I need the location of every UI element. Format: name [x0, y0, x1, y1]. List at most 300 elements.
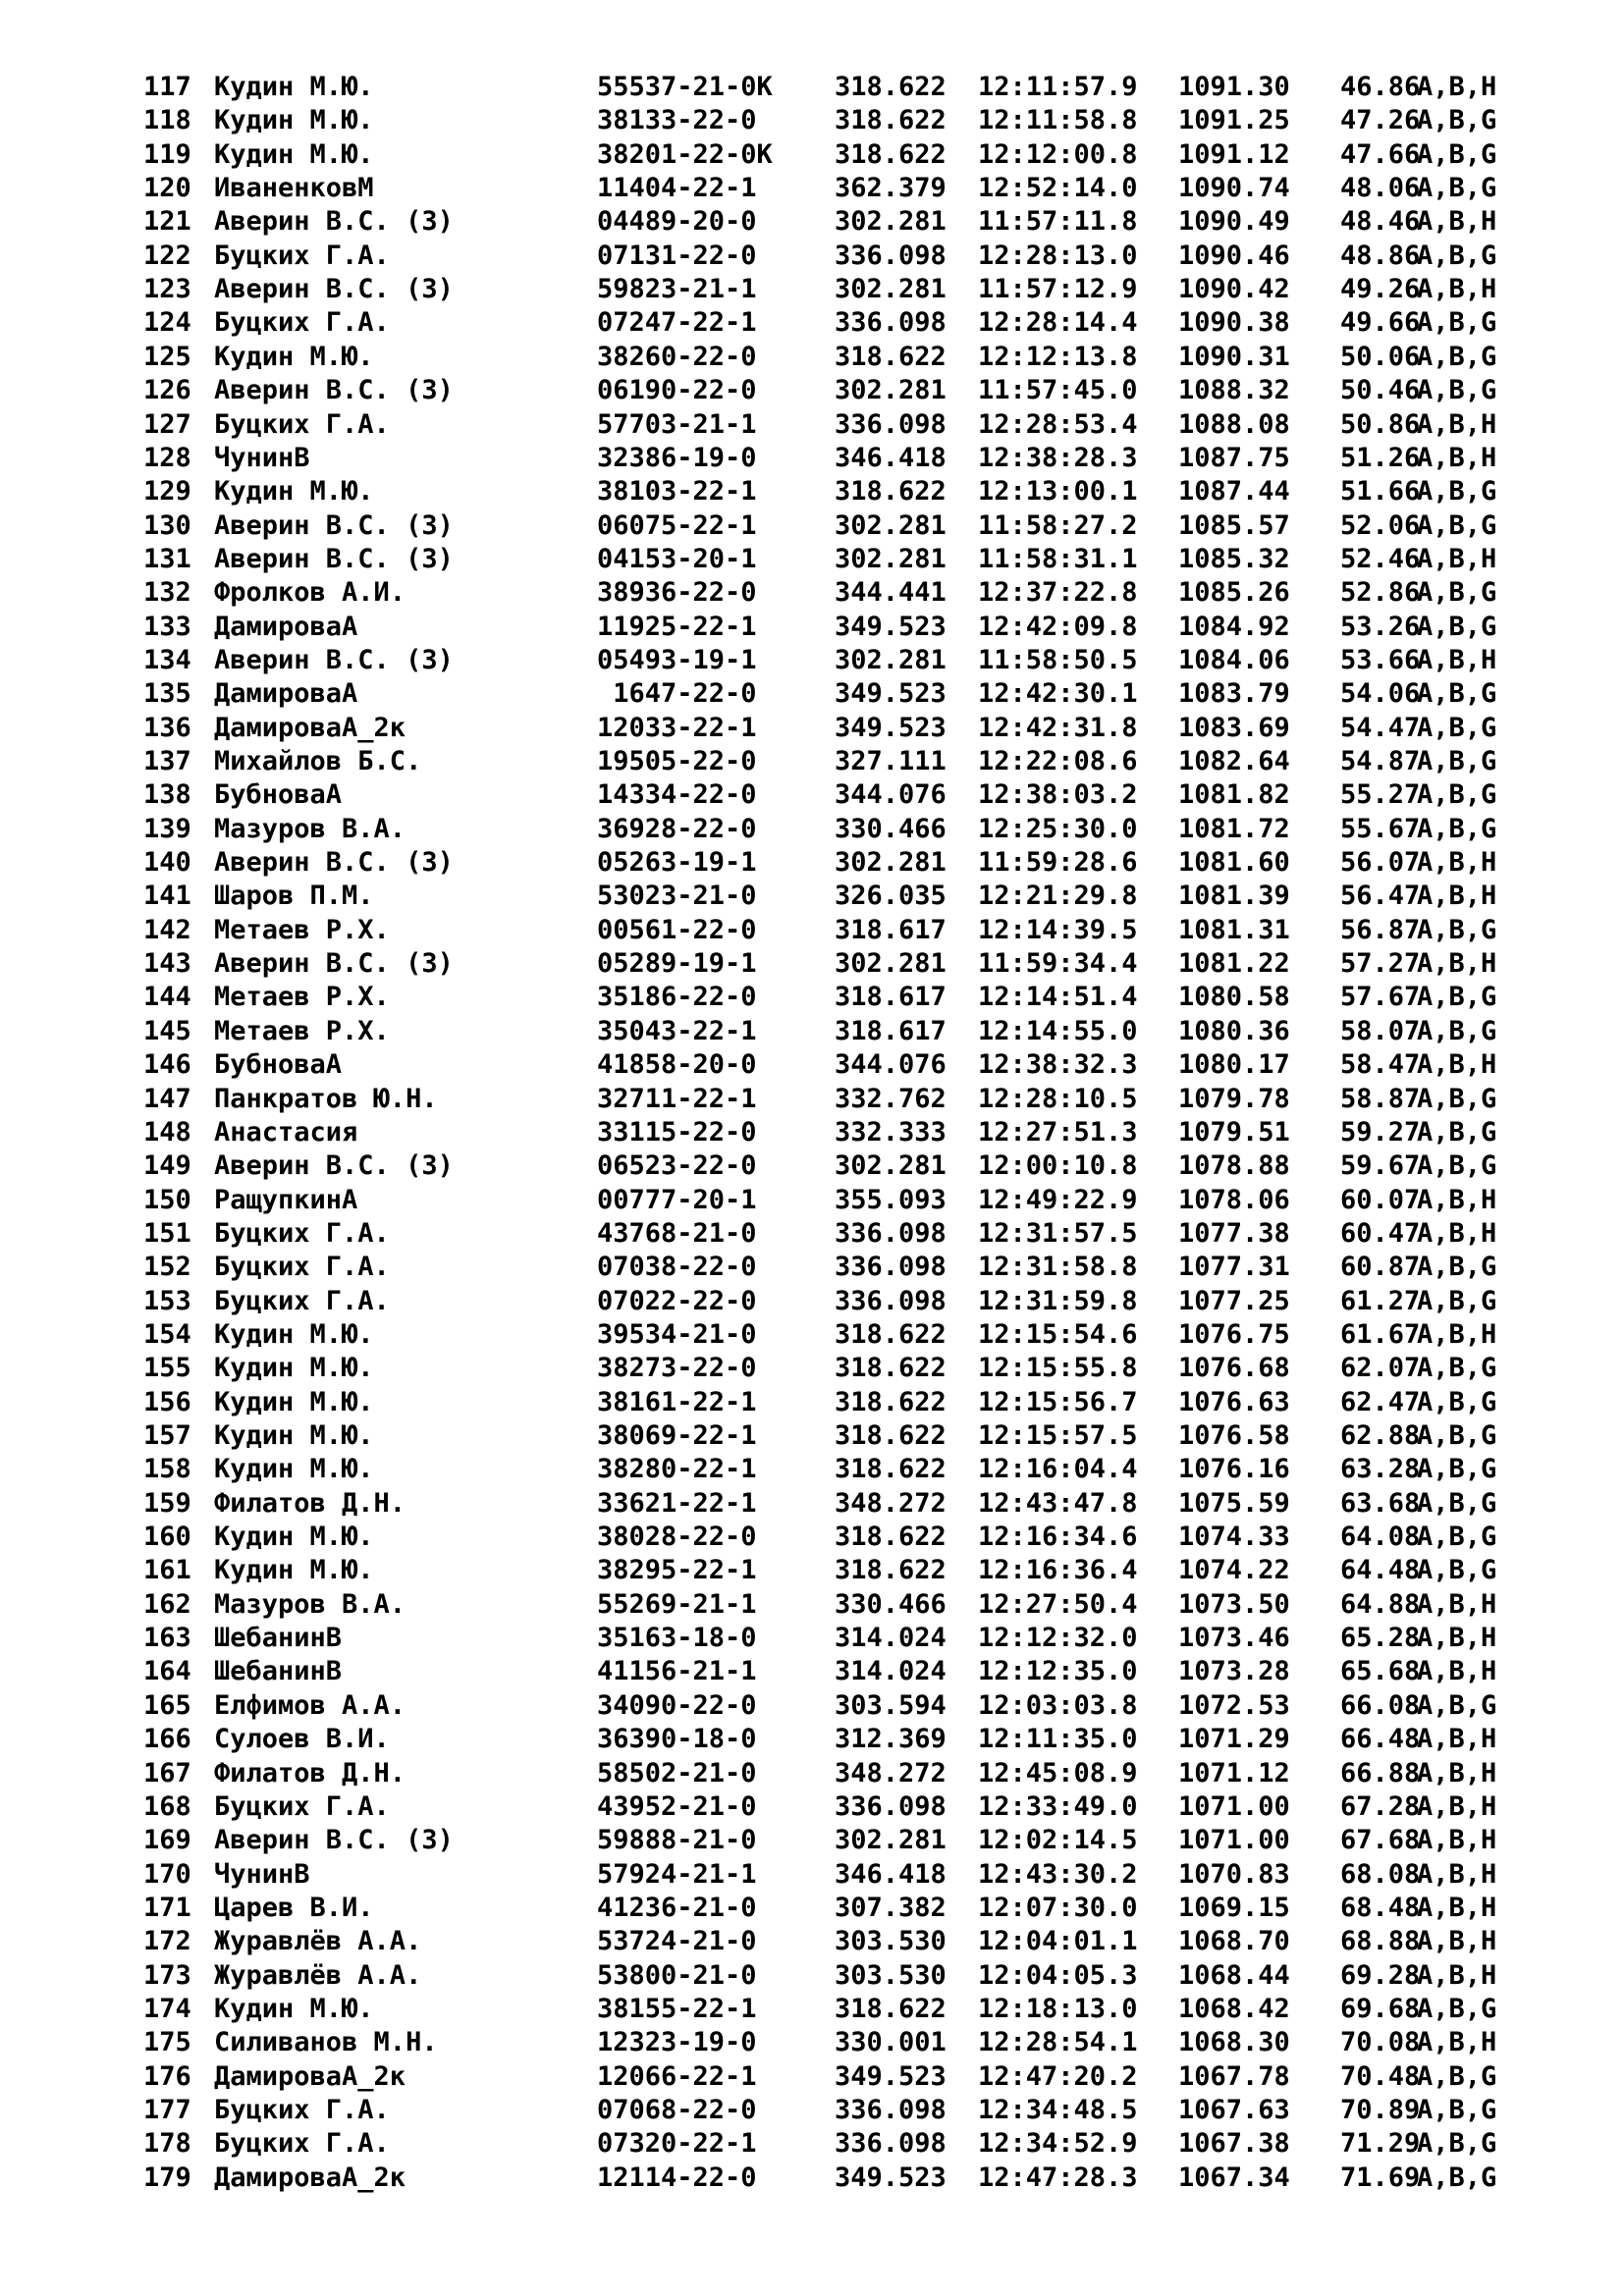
- groups: A,B,G: [1417, 1522, 1497, 1553]
- arrival-time: 12:47:28.3: [978, 2162, 1138, 2193]
- groups: A,B,H: [1417, 1926, 1497, 1957]
- table-row: [0, 1588, 1624, 1622]
- fancier-name: ДамироваА_2к: [214, 2060, 406, 2092]
- speed: 1073.50: [1178, 1588, 1290, 1620]
- speed: 1087.75: [1178, 442, 1290, 473]
- table-row: [0, 1790, 1624, 1824]
- place-number: 152: [143, 1252, 191, 1283]
- coefficient: 48.46: [1340, 206, 1421, 238]
- table-row: [0, 273, 1624, 306]
- distance: 318.622: [835, 1318, 947, 1350]
- table-row: [0, 2026, 1624, 2059]
- fancier-name: ШебанинВ: [214, 1656, 343, 1687]
- distance: 302.281: [835, 543, 947, 574]
- speed: 1078.88: [1178, 1150, 1290, 1182]
- table-row: [0, 2060, 1624, 2094]
- speed: 1073.28: [1178, 1656, 1290, 1687]
- fancier-name: Аверин В.С. (З): [214, 509, 454, 541]
- ring-number: 04489-20-0: [597, 206, 757, 238]
- speed: 1087.44: [1178, 476, 1290, 507]
- distance: 318.622: [835, 341, 947, 372]
- ring-number: 32386-19-0: [597, 442, 757, 473]
- groups: A,B,H: [1417, 2027, 1497, 2058]
- distance: 349.523: [835, 2060, 947, 2092]
- speed: 1071.00: [1178, 1790, 1290, 1822]
- groups: A,B,G: [1417, 1015, 1497, 1046]
- distance: 330.466: [835, 1588, 947, 1620]
- arrival-time: 12:25:30.0: [978, 813, 1138, 844]
- table-row: [0, 1184, 1624, 1217]
- arrival-time: 12:31:59.8: [978, 1285, 1138, 1316]
- place-number: 163: [143, 1623, 191, 1654]
- ring-number: 11404-22-1: [597, 173, 757, 204]
- distance: 362.379: [835, 173, 947, 204]
- ring-number: 41156-21-1: [597, 1656, 757, 1687]
- groups: A,B,H: [1417, 1892, 1497, 1923]
- speed: 1090.38: [1178, 307, 1290, 339]
- speed: 1081.72: [1178, 813, 1290, 844]
- place-number: 150: [143, 1184, 191, 1215]
- groups: A,B,G: [1417, 307, 1497, 339]
- speed: 1079.78: [1178, 1083, 1290, 1114]
- table-row: [0, 1622, 1624, 1655]
- speed: 1074.33: [1178, 1522, 1290, 1553]
- place-number: 158: [143, 1454, 191, 1485]
- groups: A,B,G: [1417, 1285, 1497, 1316]
- distance: 336.098: [835, 240, 947, 271]
- distance: 336.098: [835, 1790, 947, 1822]
- arrival-time: 12:34:48.5: [978, 2095, 1138, 2125]
- speed: 1067.34: [1178, 2162, 1290, 2193]
- place-number: 176: [143, 2060, 191, 2092]
- fancier-name: Кудин М.Ю.: [214, 476, 374, 507]
- fancier-name: Журавлёв А.А.: [214, 1959, 422, 1991]
- distance: 344.076: [835, 779, 947, 811]
- arrival-time: 12:14:39.5: [978, 914, 1138, 945]
- table-row: [0, 341, 1624, 374]
- fancier-name: Филатов Д.Н.: [214, 1487, 406, 1519]
- fancier-name: Шаров П.М.: [214, 881, 374, 912]
- table-row: [0, 576, 1624, 610]
- fancier-name: Силиванов М.Н.: [214, 2027, 438, 2058]
- speed: 1067.78: [1178, 2060, 1290, 2092]
- distance: 303.530: [835, 1959, 947, 1991]
- table-row: [0, 1723, 1624, 1756]
- arrival-time: 12:16:34.6: [978, 1522, 1138, 1553]
- fancier-name: БубноваА: [214, 779, 343, 811]
- groups: A,B,H: [1417, 1318, 1497, 1350]
- fancier-name: Аверин В.С. (З): [214, 948, 454, 980]
- fancier-name: Филатов Д.Н.: [214, 1757, 406, 1789]
- speed: 1077.31: [1178, 1252, 1290, 1283]
- arrival-time: 11:59:34.4: [978, 948, 1138, 980]
- coefficient: 67.68: [1340, 1825, 1421, 1856]
- table-row: [0, 981, 1624, 1014]
- table-row: [0, 1116, 1624, 1149]
- fancier-name: Кудин М.Ю.: [214, 72, 374, 102]
- coefficient: 62.47: [1340, 1386, 1421, 1417]
- arrival-time: 11:58:27.2: [978, 509, 1138, 541]
- coefficient: 65.68: [1340, 1656, 1421, 1687]
- table-row: [0, 543, 1624, 576]
- arrival-time: 12:38:03.2: [978, 779, 1138, 811]
- arrival-time: 12:22:08.6: [978, 746, 1138, 776]
- coefficient: 55.67: [1340, 813, 1421, 844]
- speed: 1076.68: [1178, 1353, 1290, 1384]
- fancier-name: Аверин В.С. (З): [214, 1150, 454, 1182]
- table-row: [0, 475, 1624, 508]
- table-row: [0, 880, 1624, 913]
- speed: 1081.82: [1178, 779, 1290, 811]
- ring-number: 38155-22-1: [597, 1993, 757, 2024]
- groups: A,B,G: [1417, 2060, 1497, 2092]
- ring-number: 36390-18-0: [597, 1724, 757, 1755]
- arrival-time: 12:15:56.7: [978, 1386, 1138, 1417]
- coefficient: 63.68: [1340, 1487, 1421, 1519]
- coefficient: 56.87: [1340, 914, 1421, 945]
- arrival-time: 12:02:14.5: [978, 1825, 1138, 1856]
- distance: 318.622: [835, 1420, 947, 1451]
- speed: 1088.08: [1178, 408, 1290, 440]
- groups: A,B,G: [1417, 746, 1497, 776]
- coefficient: 49.26: [1340, 274, 1421, 305]
- speed: 1082.64: [1178, 746, 1290, 776]
- coefficient: 58.87: [1340, 1083, 1421, 1114]
- fancier-name: Буцких Г.А.: [214, 2128, 390, 2160]
- fancier-name: Буцких Г.А.: [214, 240, 390, 271]
- fancier-name: ЧунинВ: [214, 1858, 310, 1890]
- groups: A,B,H: [1417, 442, 1497, 473]
- coefficient: 51.66: [1340, 476, 1421, 507]
- coefficient: 66.88: [1340, 1757, 1421, 1789]
- place-number: 144: [143, 982, 191, 1013]
- coefficient: 52.86: [1340, 577, 1421, 609]
- arrival-time: 11:57:45.0: [978, 375, 1138, 406]
- distance: 318.622: [835, 105, 947, 136]
- fancier-name: Аверин В.С. (З): [214, 1825, 454, 1856]
- ring-number: 41858-20-0: [597, 1049, 757, 1081]
- place-number: 148: [143, 1116, 191, 1148]
- coefficient: 66.48: [1340, 1724, 1421, 1755]
- distance: 348.272: [835, 1487, 947, 1519]
- ring-number: 57703-21-1: [597, 408, 757, 440]
- table-row: [0, 1251, 1624, 1284]
- table-row: [0, 1453, 1624, 1486]
- ring-number: 33115-22-0: [597, 1116, 757, 1148]
- distance: 302.281: [835, 206, 947, 238]
- place-number: 173: [143, 1959, 191, 1991]
- ring-number: 38260-22-0: [597, 341, 757, 372]
- arrival-time: 12:07:30.0: [978, 1892, 1138, 1923]
- coefficient: 52.06: [1340, 509, 1421, 541]
- arrival-time: 12:38:28.3: [978, 442, 1138, 473]
- groups: A,B,G: [1417, 1420, 1497, 1451]
- place-number: 177: [143, 2095, 191, 2125]
- speed: 1071.29: [1178, 1724, 1290, 1755]
- groups: A,B,H: [1417, 1588, 1497, 1620]
- distance: 307.382: [835, 1892, 947, 1923]
- place-number: 155: [143, 1353, 191, 1384]
- coefficient: 70.08: [1340, 2027, 1421, 2058]
- fancier-name: Метаев Р.Х.: [214, 914, 390, 945]
- distance: 302.281: [835, 948, 947, 980]
- coefficient: 69.68: [1340, 1993, 1421, 2024]
- place-number: 164: [143, 1656, 191, 1687]
- arrival-time: 12:12:35.0: [978, 1656, 1138, 1687]
- groups: A,B,G: [1417, 2162, 1497, 2193]
- speed: 1067.63: [1178, 2095, 1290, 2125]
- arrival-time: 12:28:53.4: [978, 408, 1138, 440]
- arrival-time: 12:49:22.9: [978, 1184, 1138, 1215]
- ring-number: 38201-22-0K: [597, 138, 773, 170]
- place-number: 127: [143, 408, 191, 440]
- arrival-time: 12:16:04.4: [978, 1454, 1138, 1485]
- arrival-time: 12:27:51.3: [978, 1116, 1138, 1148]
- ring-number: 36928-22-0: [597, 813, 757, 844]
- groups: A,B,G: [1417, 173, 1497, 204]
- arrival-time: 12:37:22.8: [978, 577, 1138, 609]
- place-number: 137: [143, 746, 191, 776]
- fancier-name: Кудин М.Ю.: [214, 341, 374, 372]
- fancier-name: Буцких Г.А.: [214, 2095, 390, 2125]
- groups: A,B,H: [1417, 1049, 1497, 1081]
- ring-number: 33621-22-1: [597, 1487, 757, 1519]
- place-number: 147: [143, 1083, 191, 1114]
- table-row: [0, 442, 1624, 475]
- fancier-name: РащупкинА: [214, 1184, 358, 1215]
- speed: 1075.59: [1178, 1487, 1290, 1519]
- coefficient: 70.89: [1340, 2095, 1421, 2125]
- arrival-time: 12:28:13.0: [978, 240, 1138, 271]
- distance: 346.418: [835, 442, 947, 473]
- speed: 1080.36: [1178, 1015, 1290, 1046]
- place-number: 118: [143, 105, 191, 136]
- arrival-time: 12:04:01.1: [978, 1926, 1138, 1957]
- distance: 318.622: [835, 72, 947, 102]
- groups: A,B,G: [1417, 982, 1497, 1013]
- arrival-time: 12:31:57.5: [978, 1217, 1138, 1249]
- coefficient: 56.47: [1340, 881, 1421, 912]
- ring-number: 53023-21-0: [597, 881, 757, 912]
- distance: 330.001: [835, 2027, 947, 2058]
- ring-number: 05289-19-1: [597, 948, 757, 980]
- groups: A,B,G: [1417, 341, 1497, 372]
- place-number: 124: [143, 307, 191, 339]
- place-number: 145: [143, 1015, 191, 1046]
- speed: 1072.53: [1178, 1689, 1290, 1721]
- place-number: 160: [143, 1522, 191, 1553]
- speed: 1079.51: [1178, 1116, 1290, 1148]
- ring-number: 32711-22-1: [597, 1083, 757, 1114]
- fancier-name: Мазуров В.А.: [214, 1588, 406, 1620]
- coefficient: 61.67: [1340, 1318, 1421, 1350]
- table-row: [0, 1655, 1624, 1688]
- speed: 1067.38: [1178, 2128, 1290, 2160]
- place-number: 167: [143, 1757, 191, 1789]
- fancier-name: Анастасия: [214, 1116, 358, 1148]
- place-number: 119: [143, 138, 191, 170]
- table-row: [0, 644, 1624, 677]
- place-number: 143: [143, 948, 191, 980]
- fancier-name: Елфимов А.А.: [214, 1689, 406, 1721]
- ring-number: 00561-22-0: [597, 914, 757, 945]
- coefficient: 55.27: [1340, 779, 1421, 811]
- fancier-name: Буцких Г.А.: [214, 307, 390, 339]
- fancier-name: Аверин В.С. (З): [214, 206, 454, 238]
- table-row: [0, 846, 1624, 880]
- speed: 1090.31: [1178, 341, 1290, 372]
- table-row: [0, 778, 1624, 812]
- distance: 314.024: [835, 1623, 947, 1654]
- ring-number: 55269-21-1: [597, 1588, 757, 1620]
- distance: 332.333: [835, 1116, 947, 1148]
- ring-number: 43768-21-0: [597, 1217, 757, 1249]
- groups: A,B,H: [1417, 644, 1497, 675]
- ring-number: 00777-20-1: [597, 1184, 757, 1215]
- ring-number: 04153-20-1: [597, 543, 757, 574]
- fancier-name: Кудин М.Ю.: [214, 1454, 374, 1485]
- place-number: 125: [143, 341, 191, 372]
- ring-number: 1647-22-0: [597, 678, 757, 710]
- distance: 318.622: [835, 1522, 947, 1553]
- place-number: 140: [143, 847, 191, 879]
- fancier-name: Кудин М.Ю.: [214, 1353, 374, 1384]
- coefficient: 66.08: [1340, 1689, 1421, 1721]
- ring-number: 53724-21-0: [597, 1926, 757, 1957]
- arrival-time: 12:38:32.3: [978, 1049, 1138, 1081]
- groups: A,B,H: [1417, 1858, 1497, 1890]
- distance: 326.035: [835, 881, 947, 912]
- table-row: [0, 1149, 1624, 1183]
- table-row: [0, 104, 1624, 137]
- distance: 336.098: [835, 1252, 947, 1283]
- arrival-time: 12:27:50.4: [978, 1588, 1138, 1620]
- table-row: [0, 1386, 1624, 1419]
- speed: 1076.16: [1178, 1454, 1290, 1485]
- place-number: 120: [143, 173, 191, 204]
- ring-number: 05263-19-1: [597, 847, 757, 879]
- groups: A,B,G: [1417, 1993, 1497, 2024]
- place-number: 128: [143, 442, 191, 473]
- coefficient: 69.28: [1340, 1959, 1421, 1991]
- coefficient: 54.06: [1340, 678, 1421, 710]
- coefficient: 62.88: [1340, 1420, 1421, 1451]
- ring-number: 59823-21-1: [597, 274, 757, 305]
- table-row: [0, 1892, 1624, 1925]
- groups: A,B,G: [1417, 1555, 1497, 1586]
- ring-number: 43952-21-0: [597, 1790, 757, 1822]
- arrival-time: 11:57:11.8: [978, 206, 1138, 238]
- coefficient: 52.46: [1340, 543, 1421, 574]
- groups: A,B,H: [1417, 274, 1497, 305]
- table-row: [0, 611, 1624, 644]
- ring-number: 06523-22-0: [597, 1150, 757, 1182]
- arrival-time: 12:34:52.9: [978, 2128, 1138, 2160]
- place-number: 117: [143, 72, 191, 102]
- distance: 336.098: [835, 408, 947, 440]
- table-row: [0, 71, 1624, 104]
- speed: 1090.49: [1178, 206, 1290, 238]
- arrival-time: 12:21:29.8: [978, 881, 1138, 912]
- fancier-name: Кудин М.Ю.: [214, 138, 374, 170]
- coefficient: 68.08: [1340, 1858, 1421, 1890]
- arrival-time: 12:45:08.9: [978, 1757, 1138, 1789]
- table-row: [0, 1925, 1624, 1958]
- table-row: [0, 408, 1624, 442]
- distance: 344.441: [835, 577, 947, 609]
- arrival-time: 12:43:30.2: [978, 1858, 1138, 1890]
- fancier-name: Буцких Г.А.: [214, 1285, 390, 1316]
- table-row: [0, 240, 1624, 273]
- distance: 336.098: [835, 2128, 947, 2160]
- speed: 1068.42: [1178, 1993, 1290, 2024]
- arrival-time: 11:59:28.6: [978, 847, 1138, 879]
- arrival-time: 12:14:55.0: [978, 1015, 1138, 1046]
- speed: 1076.58: [1178, 1420, 1290, 1451]
- groups: A,B,G: [1417, 1116, 1497, 1148]
- speed: 1080.17: [1178, 1049, 1290, 1081]
- place-number: 132: [143, 577, 191, 609]
- groups: A,B,G: [1417, 611, 1497, 642]
- coefficient: 60.87: [1340, 1252, 1421, 1283]
- place-number: 136: [143, 712, 191, 743]
- coefficient: 57.27: [1340, 948, 1421, 980]
- table-row: [0, 1318, 1624, 1352]
- speed: 1080.58: [1178, 982, 1290, 1013]
- arrival-time: 12:12:13.8: [978, 341, 1138, 372]
- table-row: [0, 2094, 1624, 2127]
- groups: A,B,H: [1417, 1825, 1497, 1856]
- coefficient: 48.06: [1340, 173, 1421, 204]
- arrival-time: 12:15:57.5: [978, 1420, 1138, 1451]
- place-number: 151: [143, 1217, 191, 1249]
- ring-number: 38028-22-0: [597, 1522, 757, 1553]
- groups: A,B,G: [1417, 1150, 1497, 1182]
- distance: 318.622: [835, 1353, 947, 1384]
- distance: 318.622: [835, 476, 947, 507]
- groups: A,B,G: [1417, 509, 1497, 541]
- speed: 1085.32: [1178, 543, 1290, 574]
- groups: A,B,G: [1417, 712, 1497, 743]
- groups: A,B,H: [1417, 206, 1497, 238]
- coefficient: 64.48: [1340, 1555, 1421, 1586]
- groups: A,B,G: [1417, 1386, 1497, 1417]
- arrival-time: 12:11:58.8: [978, 105, 1138, 136]
- coefficient: 70.48: [1340, 2060, 1421, 2092]
- distance: 318.622: [835, 1555, 947, 1586]
- table-row: [0, 1757, 1624, 1790]
- table-row: [0, 1419, 1624, 1453]
- coefficient: 60.07: [1340, 1184, 1421, 1215]
- distance: 330.466: [835, 813, 947, 844]
- ring-number: 11925-22-1: [597, 611, 757, 642]
- speed: 1073.46: [1178, 1623, 1290, 1654]
- coefficient: 53.66: [1340, 644, 1421, 675]
- table-row: [0, 1352, 1624, 1385]
- table-row: [0, 1015, 1624, 1048]
- table-row: [0, 677, 1624, 711]
- groups: A,B,G: [1417, 1487, 1497, 1519]
- groups: A,B,G: [1417, 476, 1497, 507]
- arrival-time: 11:58:31.1: [978, 543, 1138, 574]
- ring-number: 05493-19-1: [597, 644, 757, 675]
- coefficient: 56.07: [1340, 847, 1421, 879]
- distance: 302.281: [835, 1825, 947, 1856]
- coefficient: 54.47: [1340, 712, 1421, 743]
- table-row: [0, 813, 1624, 846]
- place-number: 131: [143, 543, 191, 574]
- place-number: 165: [143, 1689, 191, 1721]
